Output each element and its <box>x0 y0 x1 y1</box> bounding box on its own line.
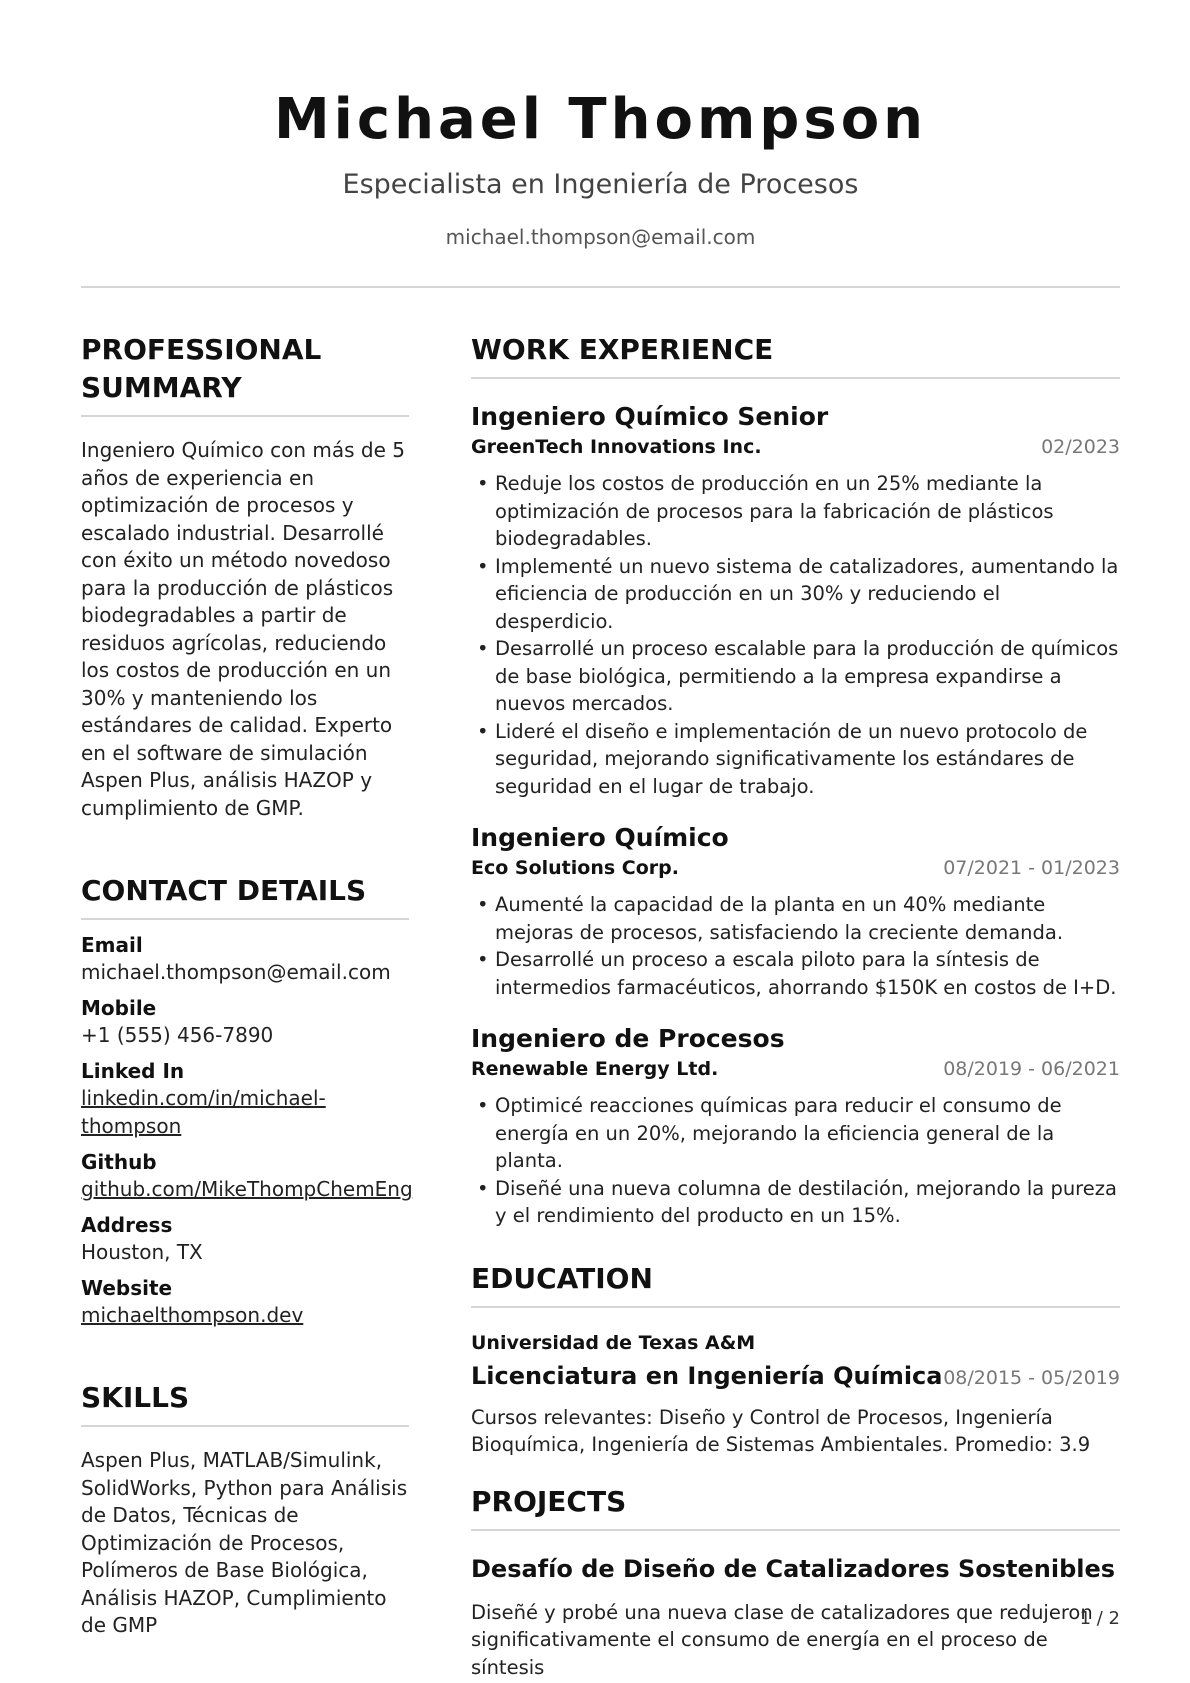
candidate-role: Especialista en Ingeniería de Procesos <box>342 169 859 200</box>
contact-section <box>81 872 413 1329</box>
work-title: WORK EXPERIENCE <box>471 333 774 366</box>
skills-text: Aspen Plus, MATLAB/Simulink, SolidWorks, Python para Análisis de Datos, Técnicas de Optimización de Procesos, Polímeros de Base Biológica, Análisis HAZOP, Cumplimiento de GMP <box>81 1448 408 1637</box>
section-divider <box>471 1306 1120 1308</box>
job-bullet: • Diseñé una nueva columna de destilación, mejorando la pureza y el rendimiento del producto en un 15%. <box>471 1175 1120 1230</box>
job-bullet: • Optimicé reacciones químicas para reducir el consumo de energía en un 20%, mejorando la eficiencia general de la planta. <box>471 1092 1120 1175</box>
job-company: Eco Solutions Corp. <box>471 857 679 879</box>
contact-label-linkedin: Linked In <box>81 1059 185 1083</box>
contact-value-email: michael.thompson@email.com <box>81 960 391 984</box>
education-title: EDUCATION <box>471 1261 653 1295</box>
skills-title: SKILLS <box>81 1381 190 1414</box>
education-date: 08/2015 - 05/2019 <box>943 1366 1120 1389</box>
contact-label-github: Github <box>81 1150 157 1174</box>
job-entry <box>471 822 1120 1001</box>
job-company: Renewable Energy Ltd. <box>471 1058 719 1080</box>
contact-label-mobile: Mobile <box>81 996 157 1020</box>
education-degree: Licenciatura en Ingeniería Química <box>471 1361 943 1390</box>
job-title: Ingeniero de Procesos <box>471 1024 785 1053</box>
header-divider <box>81 286 1120 288</box>
education-school: Universidad de Texas A&M <box>471 1331 756 1354</box>
resume-header <box>81 0 1120 250</box>
section-divider <box>81 415 409 417</box>
education-section <box>471 1260 1120 1459</box>
right-column <box>471 331 1120 1681</box>
job-bullets <box>471 470 1120 800</box>
section-divider <box>471 1529 1120 1531</box>
job-date: 07/2021 - 01/2023 <box>943 857 1120 879</box>
contact-label-address: Address <box>81 1213 173 1237</box>
contact-title: CONTACT DETAILS <box>81 874 367 907</box>
job-company: GreenTech Innovations Inc. <box>471 436 762 458</box>
job-date: 08/2019 - 06/2021 <box>943 1058 1120 1080</box>
job-bullets <box>471 1092 1120 1230</box>
contact-label-email: Email <box>81 933 143 957</box>
work-section <box>471 331 1120 1230</box>
summary-title: PROFESSIONAL SUMMARY <box>81 333 322 404</box>
contact-value-address: Houston, TX <box>81 1240 203 1264</box>
project-description: Diseñé y probé una nueva clase de catalizadores que redujeron significativamente el consumo de energía en el proceso de síntesis <box>471 1600 1093 1679</box>
job-bullets <box>471 891 1120 1001</box>
contact-list <box>81 932 413 1329</box>
job-title: Ingeniero Químico Senior <box>471 402 829 431</box>
skills-section <box>81 1379 409 1640</box>
projects-section <box>471 1483 1120 1682</box>
contact-value-mobile: +1 (555) 456-7890 <box>81 1023 274 1047</box>
summary-section <box>81 331 409 822</box>
project-title: Desafío de Diseño de Catalizadores Sostenibles <box>471 1554 1116 1583</box>
section-divider <box>471 377 1120 379</box>
section-divider <box>81 918 409 920</box>
candidate-name: Michael Thompson <box>273 87 928 152</box>
job-title: Ingeniero Químico <box>471 823 729 852</box>
page-number: 1 / 2 <box>1079 1608 1120 1629</box>
projects-title: PROJECTS <box>471 1484 627 1518</box>
summary-text: Ingeniero Químico con más de 5 años de experiencia en optimización de procesos y escalado industrial. Desarrollé con éxito un método novedoso para la producción de plásticos biodegradables a partir de residuos agrícolas, reduciendo los costos de producción en un 30% y manteniendo los estándares de calidad. Experto en el software de simulación Aspen Plus, análisis HAZOP y cumplimiento de GMP. <box>81 438 405 820</box>
section-divider <box>81 1425 409 1427</box>
education-description: Cursos relevantes: Diseño y Control de Procesos, Ingeniería Bioquímica, Ingeniería de Sistemas Ambientales. Promedio: 3.9 <box>471 1405 1091 1456</box>
website-link[interactable]: michaelthompson.dev <box>81 1303 304 1327</box>
header-email: michael.thompson@email.com <box>445 225 756 249</box>
left-column <box>81 331 413 1681</box>
job-bullet: • Desarrollé un proceso a escala piloto para la síntesis de intermedios farmacéuticos, ahorrando $150K en costos de I+D. <box>471 946 1120 1001</box>
job-bullet: • Lideré el diseño e implementación de un nuevo protocolo de seguridad, mejorando significativamente los estándares de seguridad en el lugar de trabajo. <box>471 718 1120 801</box>
job-bullet: • Desarrollé un proceso escalable para la producción de químicos de base biológica, permitiendo a la empresa expandirse a nuevos mercados. <box>471 635 1120 718</box>
job-entry <box>471 401 1120 800</box>
job-bullet: • Aumenté la capacidad de la planta en un 40% mediante mejoras de procesos, satisfaciendo la creciente demanda. <box>471 891 1120 946</box>
contact-label-website: Website <box>81 1276 173 1300</box>
linkedin-link[interactable]: linkedin.com/in/michael-thompson <box>81 1086 326 1138</box>
resume-page <box>81 0 1120 1681</box>
github-link[interactable]: github.com/MikeThompChemEng <box>81 1177 413 1201</box>
job-bullet: • Implementé un nuevo sistema de catalizadores, aumentando la eficiencia de producción en un 30% y reduciendo el desperdicio. <box>471 553 1120 636</box>
job-entry <box>471 1023 1120 1230</box>
job-bullet: • Reduje los costos de producción en un 25% mediante la optimización de procesos para la fabricación de plásticos biodegradables. <box>471 470 1120 553</box>
job-date: 02/2023 <box>1041 436 1120 458</box>
resume-columns <box>81 331 1120 1681</box>
